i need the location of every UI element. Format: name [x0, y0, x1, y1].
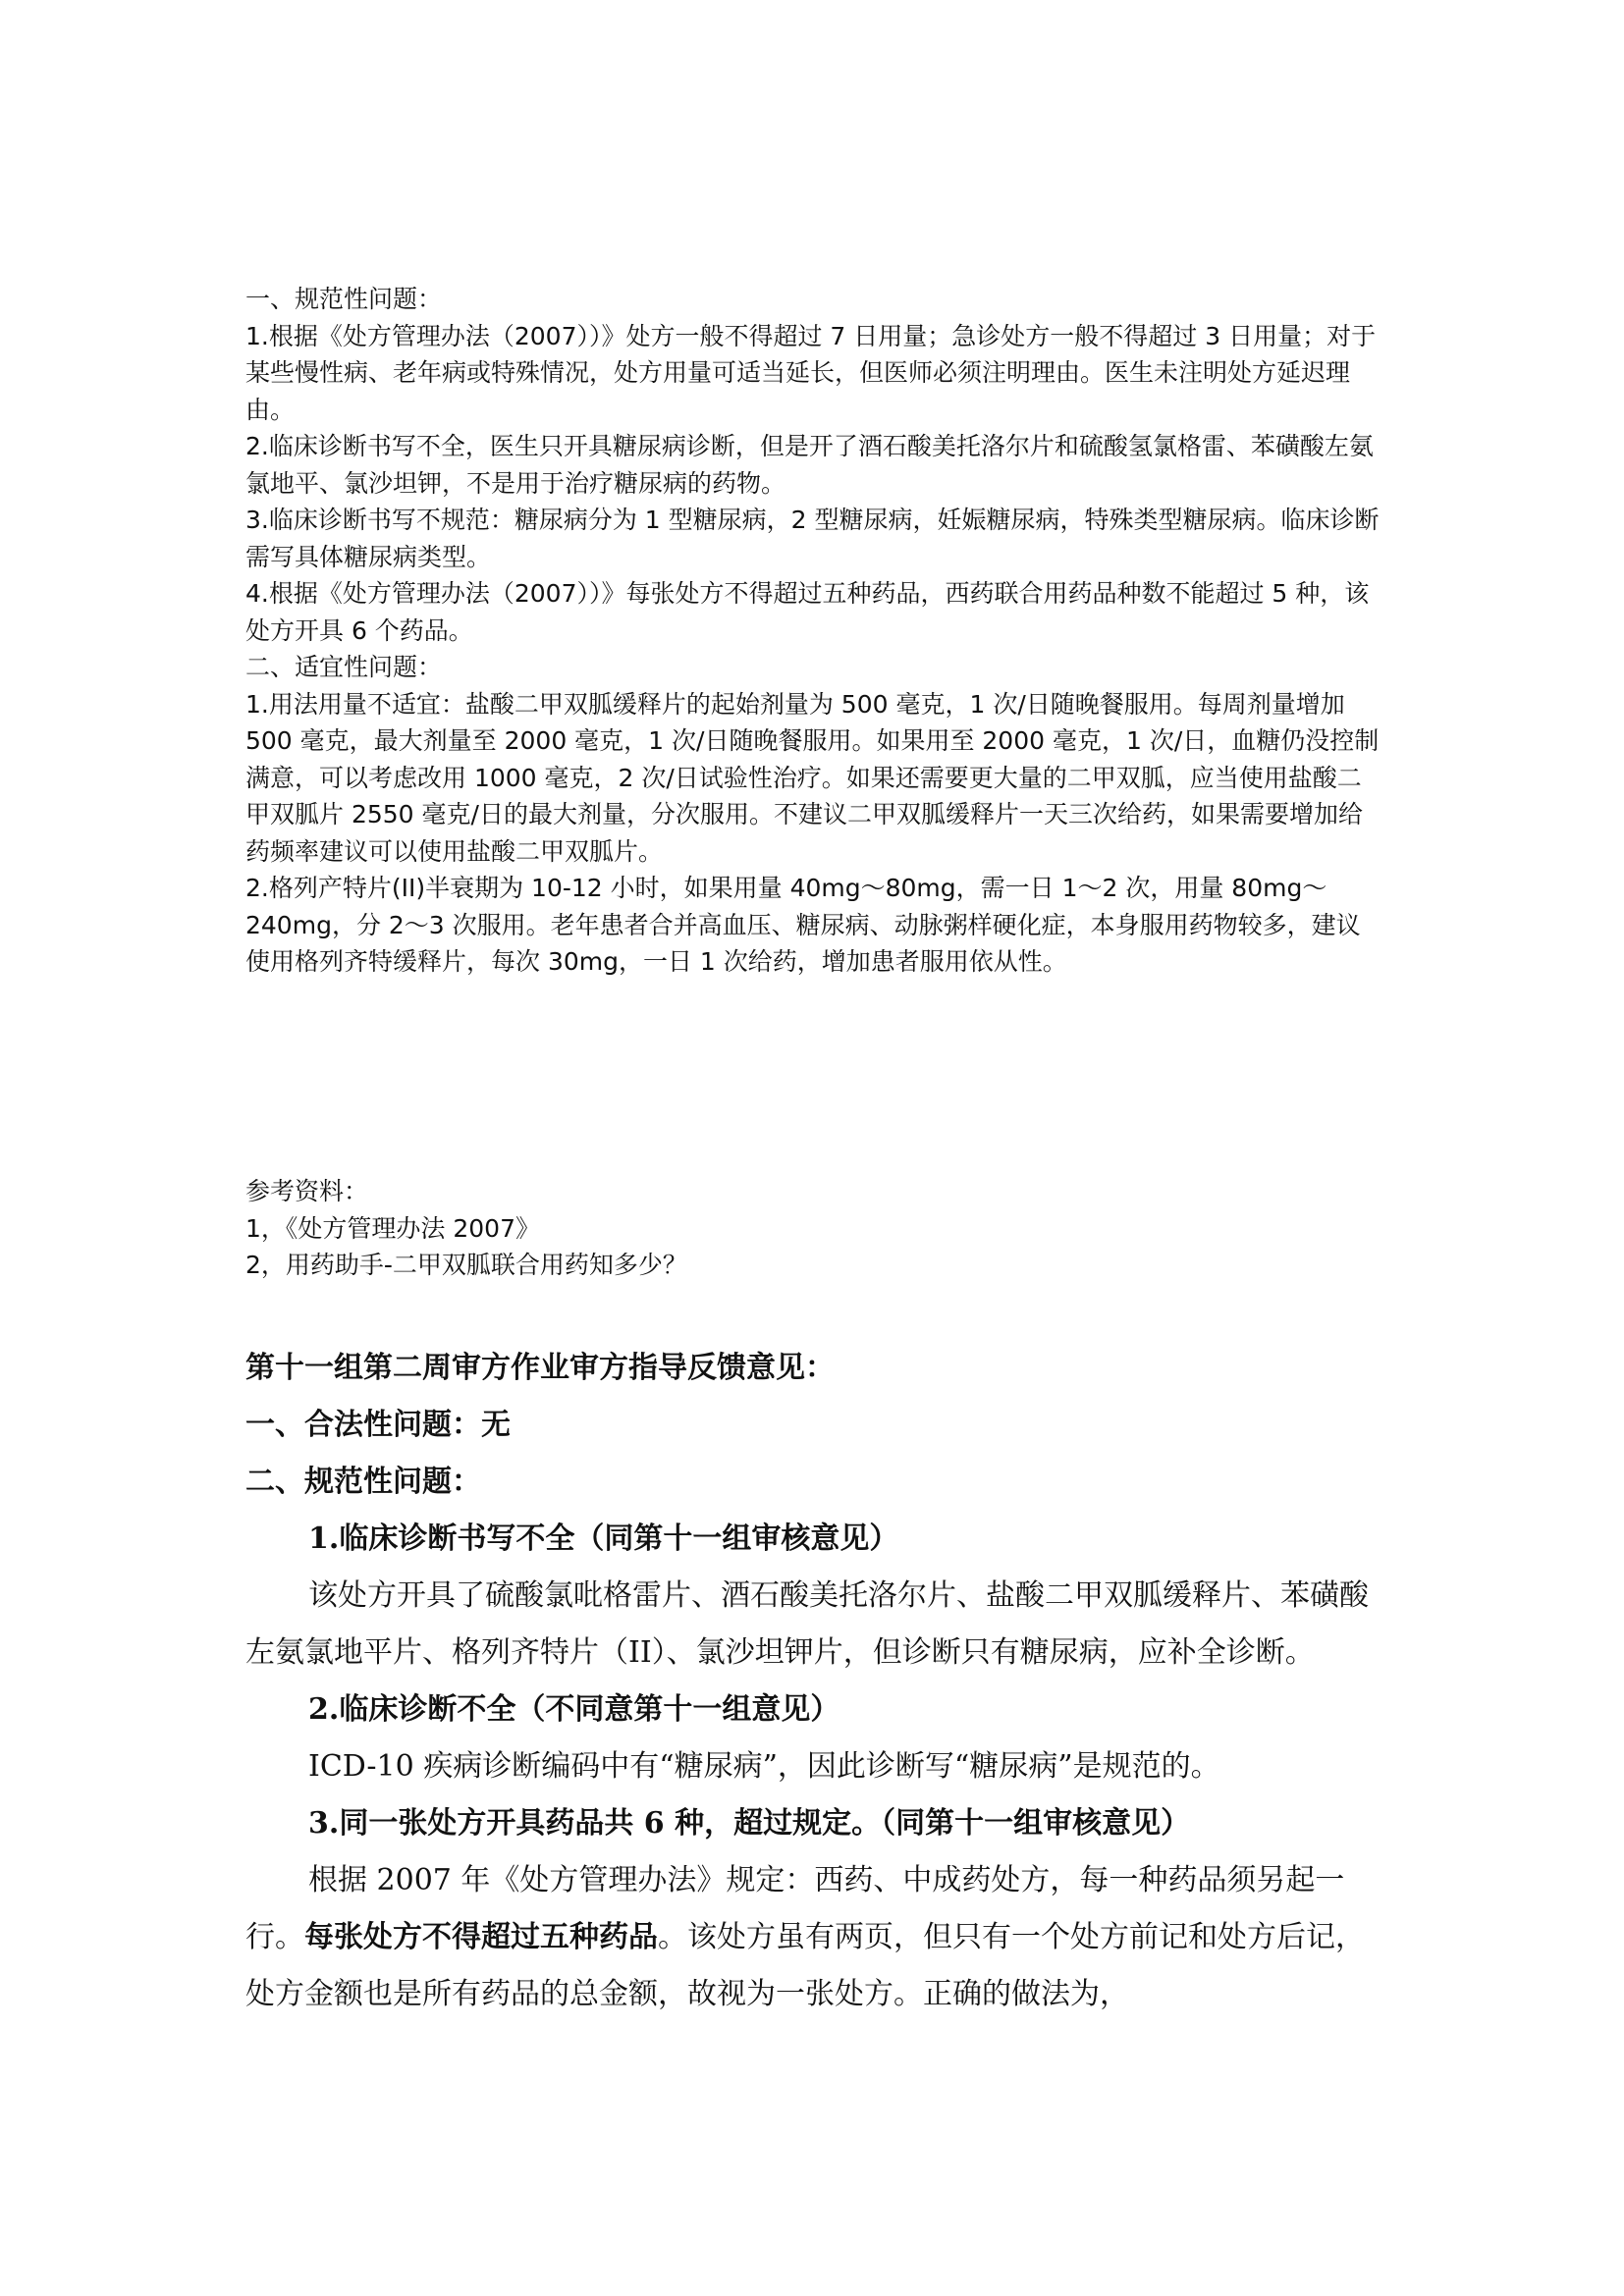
normative-heading: 一、规范性问题：	[245, 285, 443, 313]
references-section	[245, 1173, 1384, 1284]
point-1-title: 1.临床诊断书写不全（同第十一组审核意见）	[308, 1522, 899, 1556]
point-3-body-emphasis: 每张处方不得超过五种药品	[304, 1920, 658, 1954]
suitability-heading: 二、适宜性问题：	[245, 653, 443, 681]
point-1-body: 该处方开具了硫酸氯吡格雷片、酒石酸美托洛尔片、盐酸二甲双胍缓释片、苯磺酸左氨氯地平片、格列齐特片（II）、氯沙坦钾片，但诊断只有糖尿病，应补全诊断。	[245, 1578, 1369, 1670]
suitability-item-2: 2.格列产特片(II)半衰期为 10-12 小时，如果用量 40mg～80mg，需一日 1～2 次，用量 80mg～240mg，分 2～3 次服用。老年患者合并高血压、糖尿病、动脉粥样硬化症，本身服用药物较多，建议使用格列齐特缓释片，每次 30mg，一日 1 次给药，增加患者服用依从性。	[245, 874, 1361, 976]
suitability-item-1: 1.用法用量不适宜：盐酸二甲双胍缓释片的起始剂量为 500 毫克，1 次/日随晚餐服用。每周剂量增加 500 毫克，最大剂量至 2000 毫克，1 次/日随晚餐服用。如果用至 2000 毫克，1 次/日，血糖仍没控制满意，可以考虑改用 1000 毫克，2 次/日试验性治疗。如果还需要更大量的二甲双胍，应当使用盐酸二甲双胍片 2550 毫克/日的最大剂量，分次服用。不建议二甲双胍缓释片一天三次给药，如果需要增加给药频率建议可以使用盐酸二甲双胍片。	[245, 689, 1380, 866]
point-2-body: ICD-10 疾病诊断编码中有“糖尿病”，因此诊断写“糖尿病”是规范的。	[308, 1749, 1220, 1784]
normative-item-3: 3.临床诊断书写不规范：糖尿病分为 1 型糖尿病，2 型糖尿病，妊娠糖尿病，特殊类型糖尿病。临床诊断需写具体糖尿病类型。	[245, 506, 1380, 571]
legality-heading: 一、合法性问题：无	[245, 1408, 511, 1442]
feedback-title: 第十一组第二周审方作业审方指导反馈意见：	[245, 1351, 835, 1385]
normative-item-1: 1.根据《处方管理办法（2007））》处方一般不得超过 7 日用量；急诊处方一般不得超过 3 日用量；对于某些慢性病、老年病或特殊情况，处方用量可适当延长，但医师必须注明理由。医生未注明处方延迟理由。	[245, 321, 1377, 424]
references-title: 参考资料：	[245, 1177, 369, 1205]
feedback-section	[245, 1340, 1384, 2023]
point-2-title: 2.临床诊断不全（不同意第十一组意见）	[308, 1692, 840, 1727]
normative-feedback-heading: 二、规范性问题：	[245, 1465, 481, 1499]
point-3-title: 3.同一张处方开具药品共 6 种，超过规定。（同第十一组审核意见）	[308, 1806, 1191, 1841]
normative-item-4: 4.根据《处方管理办法（2007））》每张处方不得超过五种药品，西药联合用药品种数不能超过 5 种，该处方开具 6 个药品。	[245, 579, 1370, 645]
point-3-body-end: 。该处方虽有两页，但只有一个处方前记和处方后记，处方金额也是所有药品的总金额，故视为一张处方。正确的做法为，	[245, 1920, 1365, 2011]
reference-item-1: 1，《处方管理办法 2007》	[245, 1213, 540, 1243]
normative-item-2: 2.临床诊断书写不全，医生只开具糖尿病诊断，但是开了酒石酸美托洛尔片和硫酸氢氯格雷、苯磺酸左氨氯地平、氯沙坦钾，不是用于治疗糖尿病的药物。	[245, 432, 1374, 498]
reference-item-2: 2，用药助手-二甲双胍联合用药知多少？	[245, 1251, 687, 1279]
point-3-body-start: 根据 2007 年《处方管理办法》规定：西药、中成药处方，每一种药品须另起一行。	[245, 1863, 1345, 1954]
review-section	[245, 281, 1384, 981]
point-3-body	[245, 1852, 1384, 2023]
